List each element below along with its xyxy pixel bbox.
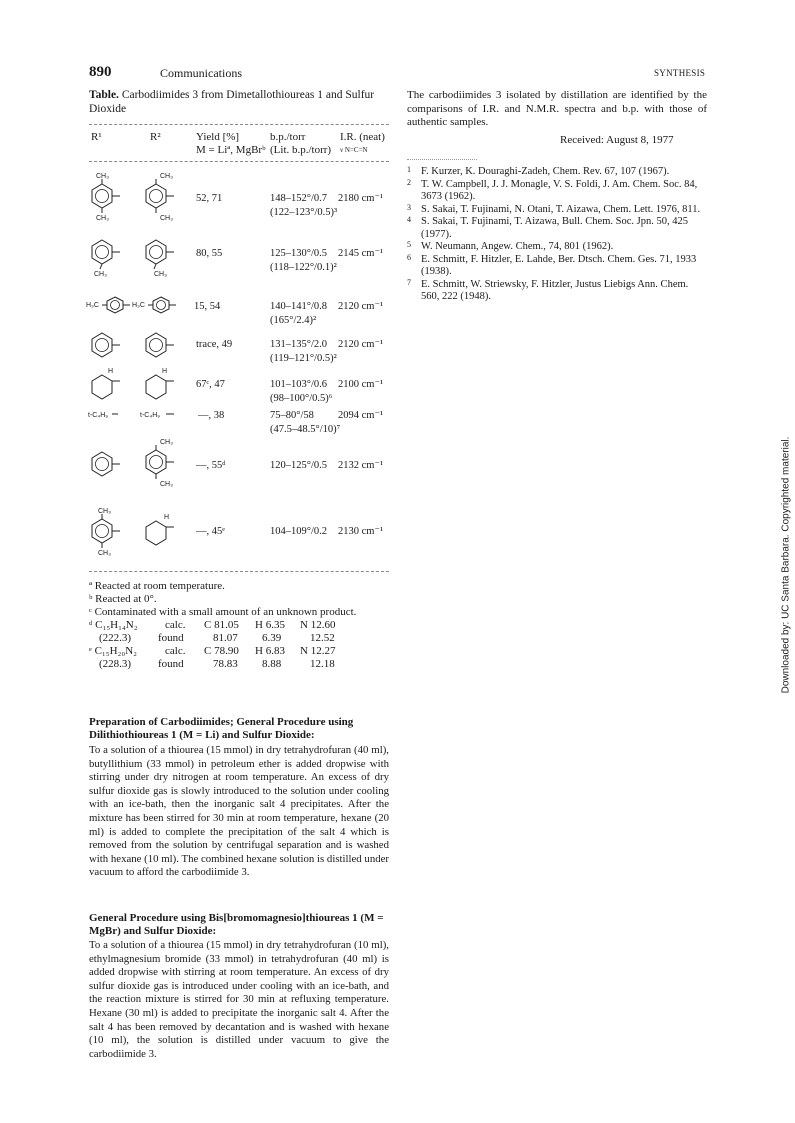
struct-row5-r1 (86, 365, 146, 405)
row4-yield: trace, 49 (196, 339, 233, 350)
row8-bp: 104–109°/0.2 (270, 526, 327, 537)
analysis-kind: calc. (165, 619, 186, 631)
row1-lit: (122–123°/0.5)³ (270, 207, 338, 218)
ref-number: 2 (407, 177, 411, 187)
analysis-formula: C₁₅H₁₄N₂ (95, 619, 138, 631)
table-caption-text: Carbodiimides 3 from Dimetallothioureas 1 and Sulfur Dioxide (89, 89, 375, 115)
analysis-formula: (222.3) (99, 632, 132, 644)
row7-bp: 120–125°/0.5 (270, 460, 327, 471)
row5-ir: 2100 cm⁻¹ (338, 379, 384, 390)
procedure-1-body: To a solution of a thiourea (15 mmol) in dry tetrahydrofuran (40 ml), butyllithium (33 mmol) in petroleum ether is added dropwise with stirring under dry nitrogen at room temperature. An excess of dry sulfur dioxide gas is slowly introduced to the solution under cooling with an ice-bath, then the inorganic salt 4 precipitates. After the mixture has been stirred for 30 min at room temperature, hexane (20 ml) is added to complete the precipitation of the salt 4 which is removed from the solution by centrifugal separation and is washed with hexane (10 ml). The combined hexane solution is distilled under vacuum to afford the carbodiimide 3. (89, 744, 389, 879)
ref-number: 3 (407, 202, 411, 212)
col-ir-l1: I.R. (neat) (340, 131, 385, 143)
analysis-n: 12.52 (310, 632, 335, 644)
h3c-label: H₃C (132, 302, 145, 309)
analysis-c: C 78.90 (204, 645, 239, 657)
struct-row5-r2 (140, 365, 200, 405)
struct-row1-r1 (86, 170, 146, 230)
ref-text: E. Schmitt, F. Hitzler, E. Lahde, Ber. Dtsch. Chem. Ges. 71, 1933 (1938). (421, 253, 697, 277)
reference-item (407, 166, 707, 179)
col-bp (270, 131, 331, 157)
ref-text: T. W. Campbell, J. J. Monagle, V. S. Foldi, J. Am. Chem. Soc. 84, 3673 (1962). (421, 178, 698, 202)
analysis-mark: ᵉ (89, 645, 92, 657)
col-bp-l1: b.p./torr (270, 131, 306, 143)
ref-text: S. Sakai, T. Fujinami, T. Aizawa, Bull. Chem. Soc. Jpn. 50, 425 (1977). (421, 216, 688, 240)
analysis-n: N 12.60 (300, 619, 336, 631)
h-label: H (164, 514, 170, 521)
references-list (407, 166, 707, 304)
analysis-n: 12.18 (310, 658, 335, 670)
row7-ir: 2132 cm⁻¹ (338, 460, 384, 471)
reference-item (407, 241, 707, 254)
struct-row2-r1 (86, 236, 146, 286)
row8-ir: 2130 cm⁻¹ (338, 526, 384, 537)
analysis-d-calc (89, 619, 138, 632)
received-date: Received: August 8, 1977 (560, 134, 674, 146)
analysis-formula: (228.3) (99, 658, 132, 670)
struct-row8-r2 (140, 505, 200, 565)
tbu-label: t-C₄H₉ (88, 412, 109, 419)
analysis-c: C 81.05 (204, 619, 239, 631)
row3-lit: (165°/2.4)² (270, 315, 317, 326)
analysis-h: H 6.35 (255, 619, 285, 631)
struct-row2-r2 (140, 236, 200, 286)
download-watermark (779, 430, 793, 700)
ch3-label: CH₃ (98, 508, 111, 515)
struct-row4-r2 (140, 330, 200, 362)
struct-row7-r1 (86, 438, 146, 498)
ch3-label: CH₃ (94, 271, 107, 278)
row5-yield: 67ᶜ, 47 (196, 379, 225, 390)
h3c-label: H₃C (86, 302, 99, 309)
journal-name: SYNTHESIS (654, 68, 706, 78)
analysis-h: H 6.83 (255, 645, 285, 657)
analysis-formula: C₁₅H₂₀N₂ (94, 645, 137, 657)
analysis-c: 81.07 (213, 632, 238, 644)
procedure-2-title: General Procedure using Bis[bromomagnesio]thioureas 1 (M = MgBr) and Sulfur Dioxide: (89, 912, 384, 937)
ref-number: 6 (407, 252, 411, 262)
row4-bp: 131–135°/2.0 (270, 339, 327, 350)
tbu-label: t-C₄H₉ (140, 412, 161, 419)
table-header-rule (89, 161, 389, 162)
procedure-1-title: Preparation of Carbodiimides; General Procedure using Dilithiothioureas 1 (M = Li) and Sulfur Dioxide: (89, 716, 354, 741)
row2-bp: 125–130°/0.5 (270, 248, 327, 259)
analysis-kind: found (158, 658, 184, 670)
table-caption (89, 89, 389, 116)
ch3-label: CH₃ (96, 173, 109, 180)
ref-text: E. Schmitt, W. Striewsky, F. Hitzler, Justus Liebigs Ann. Chem. 560, 222 (1948). (421, 278, 689, 302)
ch3-label: CH₃ (160, 173, 173, 180)
reference-item (407, 279, 707, 304)
page-number: 890 (89, 64, 112, 80)
ref-text: S. Sakai, T. Fujinami, N. Otani, T. Aizawa, Chem. Lett. 1976, 811. (421, 203, 701, 215)
ch3-label: CH₃ (154, 271, 167, 278)
struct-row1-r2 (140, 170, 200, 230)
row3-yield: 15, 54 (194, 301, 221, 312)
ref-text: W. Neumann, Angew. Chem., 74, 801 (1962). (421, 241, 614, 252)
col-r2: R² (150, 131, 161, 143)
h-label: H (162, 368, 168, 375)
row5-bp: 101–103°/0.6 (270, 379, 327, 390)
col-ir (340, 131, 385, 157)
struct-row4-r1 (86, 330, 146, 362)
footnote-c: ᶜ Contaminated with a small amount of an unknown product. (89, 606, 357, 618)
ref-text: F. Kurzer, K. Douraghi-Zadeh, Chem. Rev. 67, 107 (1967). (421, 166, 670, 177)
ref-number: 1 (407, 165, 411, 174)
table-caption-label: Table. (89, 89, 119, 101)
ch3-label: CH₃ (98, 550, 111, 557)
col-r1: R¹ (91, 131, 102, 143)
ch3-label: CH₃ (160, 215, 173, 222)
analysis-mark: ᵈ (89, 619, 93, 631)
row3-ir: 2120 cm⁻¹ (338, 301, 384, 312)
row7-yield: —, 55ᵈ (196, 460, 226, 471)
footnote-a: ª Reacted at room temperature. (89, 580, 225, 592)
col-ir-l2: ν N=C=N (340, 146, 368, 154)
row2-ir: 2145 cm⁻¹ (338, 248, 384, 259)
analysis-h: 6.39 (262, 632, 282, 644)
struct-row8-r1 (86, 505, 146, 565)
row3-bp: 140–141°/0.8 (270, 301, 327, 312)
row1-ir: 2180 cm⁻¹ (338, 193, 384, 204)
table-top-rule (89, 124, 389, 125)
row1-bp: 148–152°/0.7 (270, 193, 327, 204)
analysis-c: 78.83 (213, 658, 238, 670)
row6-bp: 75–80°/58 (270, 410, 314, 421)
row6-lit: (47.5–48.5°/10)⁷ (270, 424, 341, 435)
row4-ir: 2120 cm⁻¹ (338, 339, 384, 350)
intro-paragraph: The carbodiimides 3 isolated by distillation are identified by the comparisons of I.R. and N.M.R. spectra and b.p. with those of authentic samples. (407, 89, 707, 128)
reference-item (407, 216, 707, 241)
row4-lit: (119–121°/0.5)² (270, 353, 337, 364)
col-bp-l2: (Lit. b.p./torr) (270, 144, 332, 156)
row6-yield: —, 38 (198, 410, 225, 421)
struct-row7-r2 (140, 436, 200, 496)
h-label: H (108, 368, 114, 375)
analysis-n: N 12.27 (300, 645, 336, 657)
struct-row6 (86, 405, 196, 421)
ref-number: 7 (407, 277, 411, 287)
row2-yield: 80, 55 (196, 248, 223, 259)
analysis-kind: calc. (165, 645, 186, 657)
ref-number: 5 (407, 240, 411, 249)
row1-yield: 52, 71 (196, 193, 223, 204)
ch3-label: CH₃ (160, 481, 173, 488)
row6-ir: 2094 cm⁻¹ (338, 410, 384, 421)
row5-lit: (98–100°/0.5)⁶ (270, 393, 333, 404)
row2-lit: (118–122°/0.1)² (270, 262, 337, 273)
procedure-2-body: To a solution of a thiourea (15 mmol) in dry tetrahydrofuran (10 ml), ethylmagnesium bromide (33 mmol) in tetrahydrofuran (40 ml) is added dropwise with stirring at room temperature. An excess of dry sulfur dioxide gas is introduced under cooling with an ice-bath, and the reaction mixture is stirred for 30 min at refluxing temperature. Hexane (30 ml) is added to precipitate the inorganic salt 4. After the salt 4 has been removed by decantation and is washed with hexane (10 ml), the solution is distilled under vacuum to give the carbodiimide 3. (89, 939, 389, 1060)
analysis-kind: found (158, 632, 184, 644)
row8-yield: —, 45ᵉ (196, 526, 225, 537)
col-yield (196, 131, 265, 157)
analysis-e-calc (89, 645, 137, 658)
refs-rule (407, 159, 477, 160)
reference-item (407, 254, 707, 279)
struct-row3 (86, 294, 196, 320)
ch3-label: CH₃ (160, 439, 173, 446)
col-yield-l2: M = Liª, MgBrᵇ (196, 144, 266, 156)
reference-item (407, 204, 707, 217)
footnote-b: ᵇ Reacted at 0°. (89, 593, 157, 605)
section-title: Communications (160, 66, 242, 80)
col-yield-l1: Yield [%] (196, 131, 240, 143)
table-bottom-rule (89, 571, 389, 572)
ch3-label: CH₃ (96, 215, 109, 222)
reference-item (407, 179, 707, 204)
ref-number: 4 (407, 215, 411, 224)
analysis-h: 8.88 (262, 658, 282, 670)
download-watermark-text: Downloaded by: UC Santa Barbara. Copyrighted material. (780, 436, 792, 694)
